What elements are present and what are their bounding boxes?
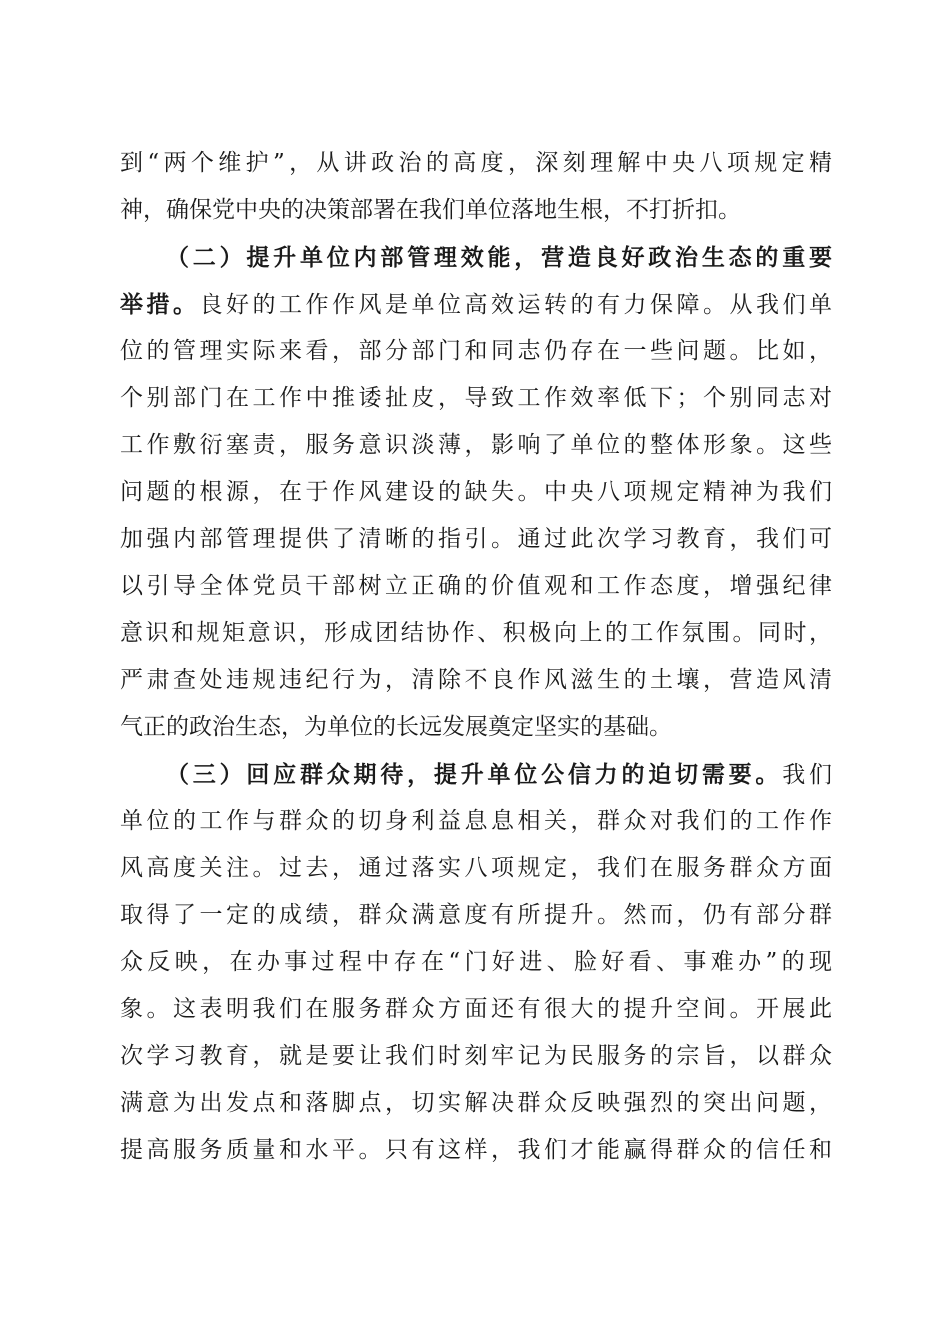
line-text: 位的管理实际来看，部分部门和同志仍存在一些问题。比如， [120,338,832,364]
text-line [120,751,832,798]
text-line [120,704,832,751]
text-line [120,375,832,422]
text-line [120,986,832,1033]
text-line [120,187,832,234]
text-line [120,1127,832,1174]
section-heading: （二）提升单位内部管理效能，营造良好政治生态的重要 [166,244,832,271]
line-text: 满意为出发点和落脚点，切实解决群众反映强烈的突出问题， [120,1090,832,1116]
text-line [120,516,832,563]
line-text: 问题的根源，在于作风建设的缺失。中央八项规定精神为我们 [120,479,832,505]
line-text: 众反映，在办事过程中存在“门好进、脸好看、事难办”的现 [120,949,832,975]
line-text: 次学习教育，就是要让我们时刻牢记为民服务的宗旨，以群众 [120,1043,832,1069]
text-line [120,563,832,610]
section-heading: （三）回应群众期待，提升单位公信力的迫切需要。 [166,761,783,788]
text-line [120,798,832,845]
text-line [120,845,832,892]
line-text: 象。这表明我们在服务群众方面还有很大的提升空间。开展此 [120,996,832,1022]
text-line [120,234,832,281]
section-heading: 举措。 [120,291,200,318]
line-text: 良好的工作作风是单位高效运转的有力保障。从我们单 [199,292,832,318]
line-text: 取得了一定的成绩，群众满意度有所提升。然而，仍有部分群 [120,902,832,928]
line-text: 意识和规矩意识，形成团结协作、积极向上的工作氛围。同时， [120,620,832,646]
line-text: 加强内部管理提供了清晰的指引。通过此次学习教育，我们可 [120,526,832,552]
line-text: 风高度关注。过去，通过落实八项规定，我们在服务群众方面 [120,855,832,881]
line-text: 到“两个维护”，从讲政治的高度，深刻理解中央八项规定精 [120,150,832,176]
text-line [120,657,832,704]
document-body [120,140,832,1174]
line-text: 工作敷衍塞责，服务意识淡薄，影响了单位的整体形象。这些 [120,432,832,458]
line-text: 我们 [782,762,833,788]
line-text: 严肃查处违规违纪行为，清除不良作风滋生的土壤，营造风清 [120,667,832,693]
text-line [120,939,832,986]
line-text: 单位的工作与群众的切身利益息息相关，群众对我们的工作作 [120,808,832,834]
text-line [120,328,832,375]
text-line [120,892,832,939]
text-line [120,610,832,657]
line-text: 神，确保党中央的决策部署在我们单位落地生根，不打折扣。 [120,197,741,223]
line-text: 以引导全体党员干部树立正确的价值观和工作态度，增强纪律 [120,573,832,599]
text-line [120,469,832,516]
text-line [120,422,832,469]
text-line [120,140,832,187]
text-line [120,1033,832,1080]
line-text: 个别部门在工作中推诿扯皮，导致工作效率低下；个别同志对 [120,385,832,411]
line-text: 气正的政治生态，为单位的长远发展奠定坚实的基础。 [120,714,672,740]
line-text: 提高服务质量和水平。只有这样，我们才能赢得群众的信任和 [120,1137,832,1163]
text-line [120,1080,832,1127]
text-line [120,281,832,328]
